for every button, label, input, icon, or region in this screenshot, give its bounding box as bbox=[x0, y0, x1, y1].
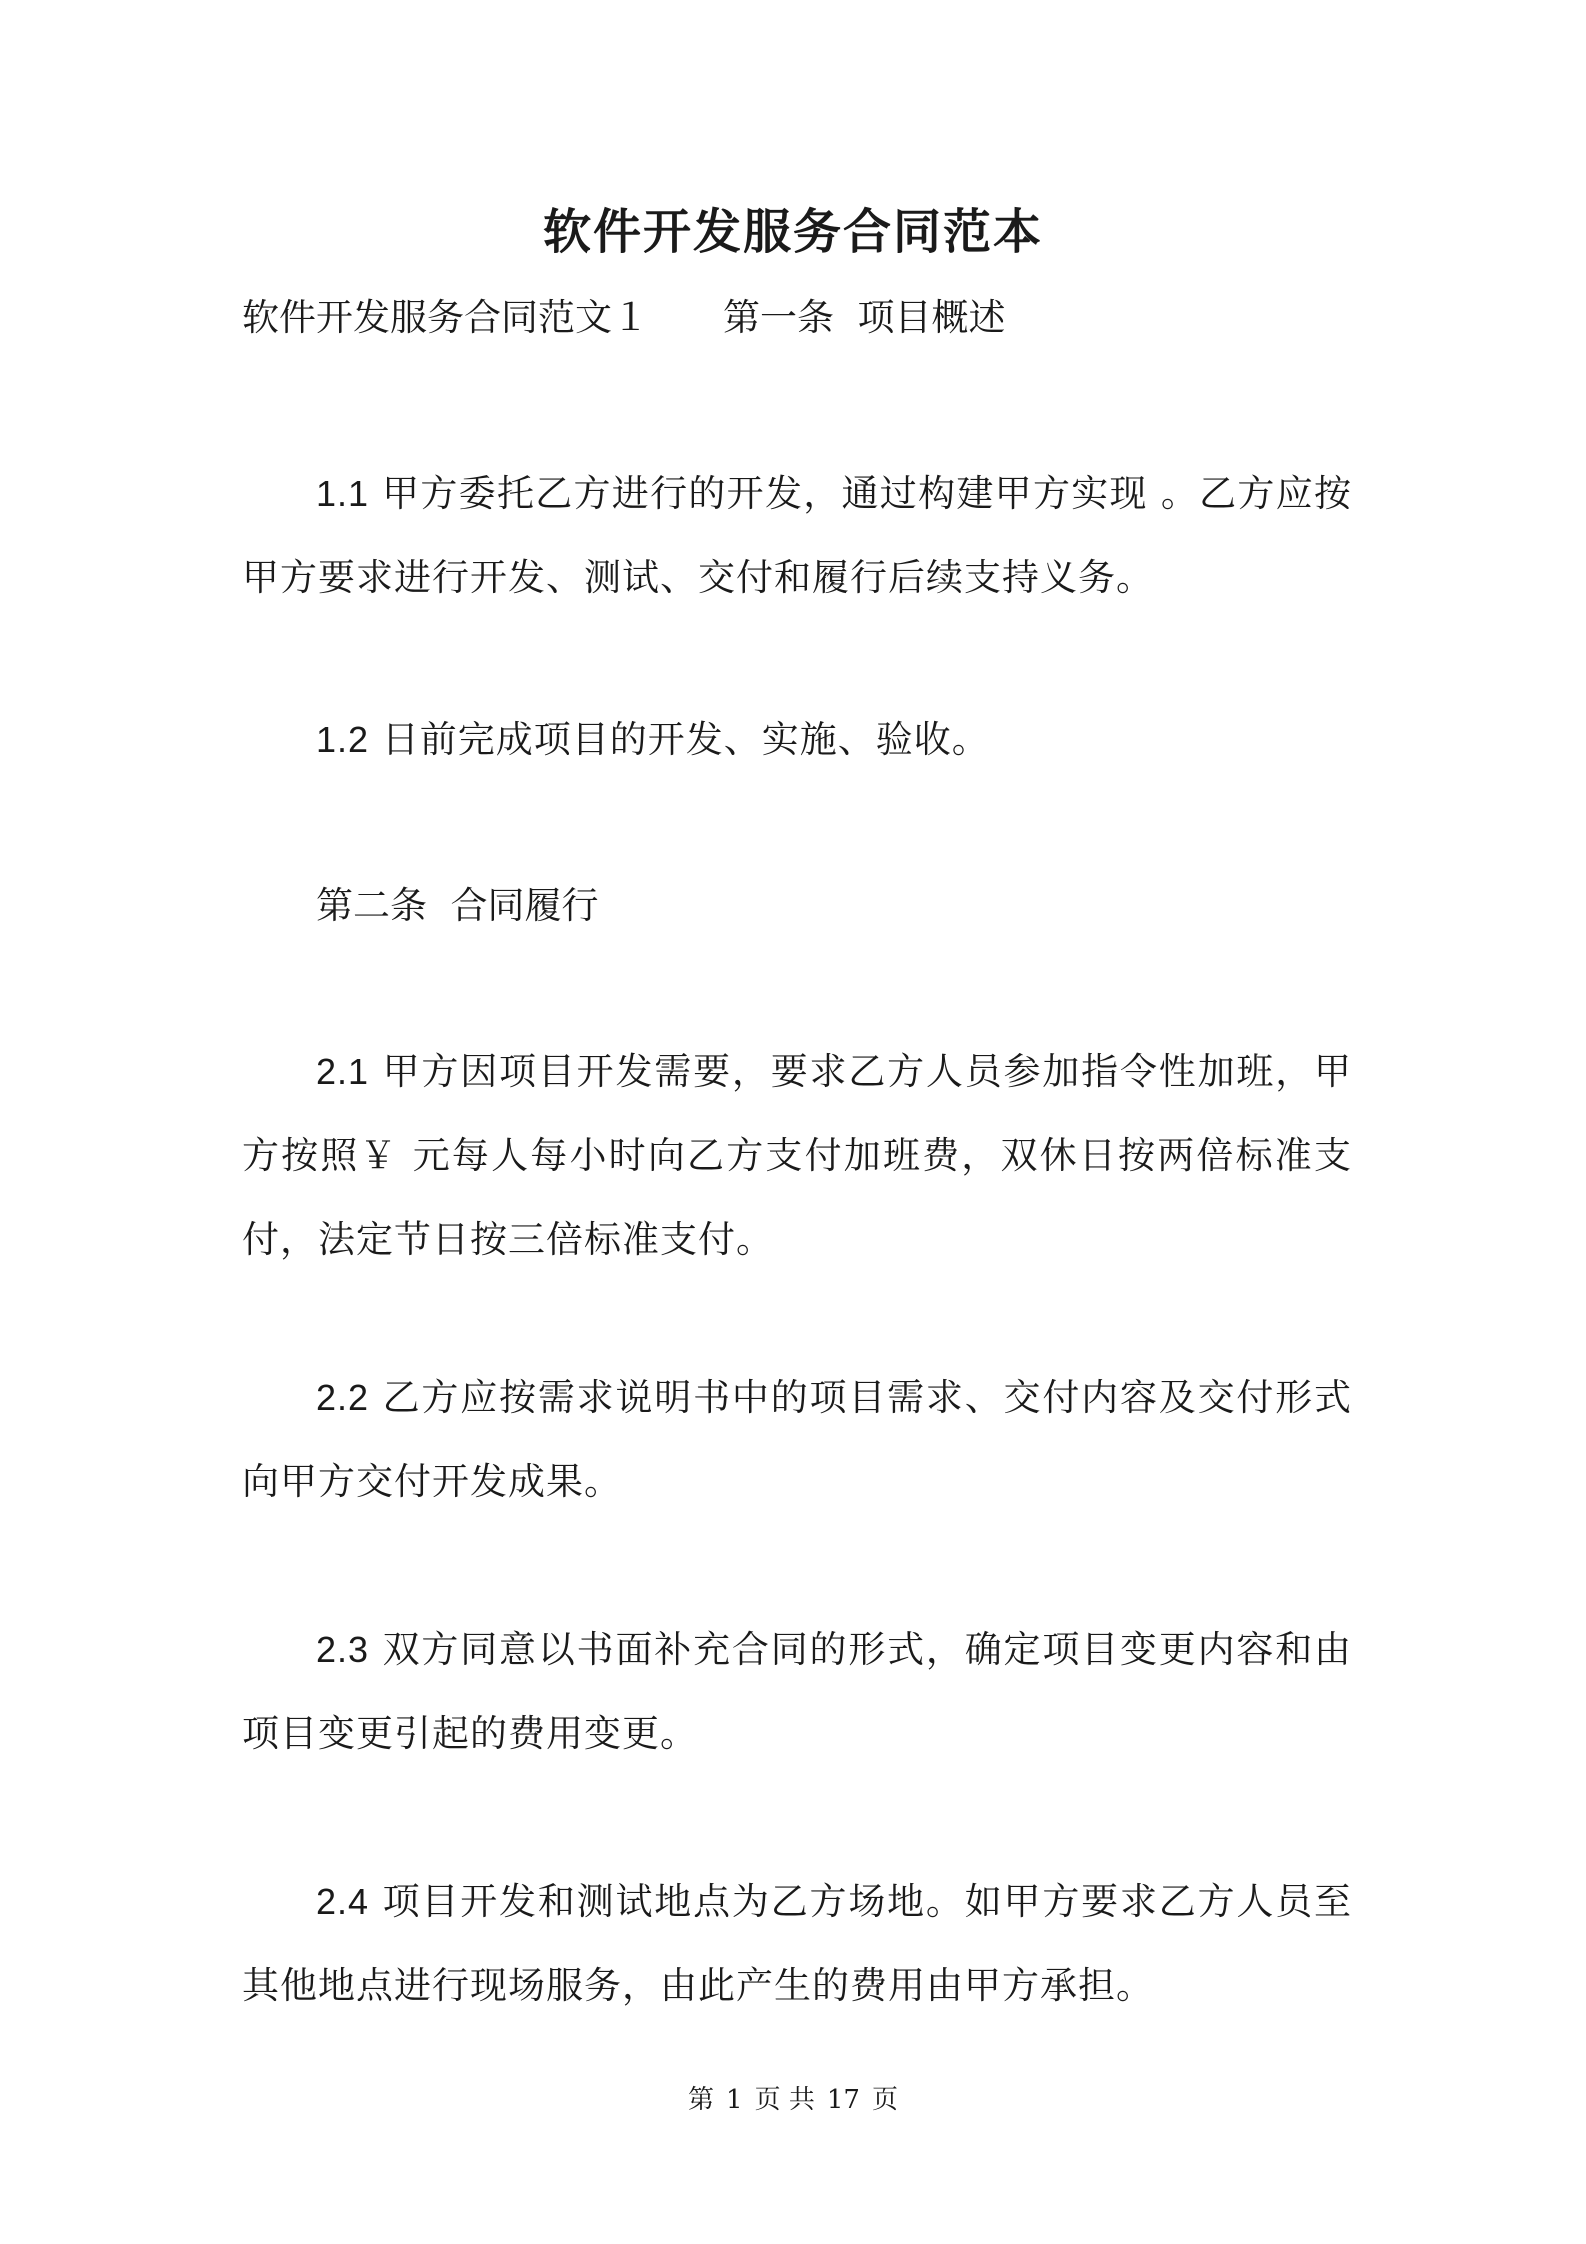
clause-number: 2.4 bbox=[316, 1881, 370, 1922]
page-footer bbox=[0, 2082, 1586, 2118]
section-2-heading: 第二条 合同履行 bbox=[316, 884, 599, 927]
footer-middle: 页 共 bbox=[754, 2085, 815, 2115]
document-title: 软件开发服务合同范本 bbox=[542, 204, 1043, 260]
paragraph-1-2 bbox=[242, 698, 1352, 782]
footer-prefix: 第 bbox=[688, 2085, 715, 2115]
clause-text: 甲方因项目开发需要，要求乙方人员参加指令性加班，甲方按照￥ 元每人每小时向乙方支付加班费，双休日按两倍标准支付，法定节日按三倍标准支付。 bbox=[242, 1050, 1353, 1261]
clause-text: 甲方委托乙方进行的开发，通过构建甲方实现 。乙方应按甲方要求进行开发、测试、交付和履行后续支持义务。 bbox=[242, 472, 1352, 599]
footer-suffix: 页 bbox=[871, 2085, 898, 2115]
paragraph-2-4 bbox=[242, 1860, 1352, 2028]
clause-text: 乙方应按需求说明书中的项目需求、交付内容及交付形式向甲方交付开发成果。 bbox=[242, 1376, 1353, 1503]
clause-number: 2.2 bbox=[316, 1377, 370, 1418]
clause-number: 1.1 bbox=[316, 473, 370, 514]
paragraph-2-1 bbox=[242, 1030, 1352, 1282]
paragraph-2-2 bbox=[242, 1356, 1352, 1524]
clause-number: 1.2 bbox=[316, 719, 370, 760]
clause-number: 2.1 bbox=[316, 1051, 370, 1092]
clause-number: 2.3 bbox=[316, 1629, 370, 1670]
clause-text: 双方同意以书面补充合同的形式，确定项目变更内容和由项目变更引起的费用变更。 bbox=[242, 1628, 1353, 1755]
clause-text: 日前完成项目的开发、实施、验收。 bbox=[381, 718, 990, 761]
paragraph-2-3 bbox=[242, 1608, 1352, 1776]
footer-page-number: 1 bbox=[726, 2085, 743, 2115]
document-subtitle: 软件开发服务合同范文１ 第一条 项目概述 bbox=[242, 296, 1006, 339]
clause-text: 项目开发和测试地点为乙方场地。如甲方要求乙方人员至其他地点进行现场服务，由此产生的费用由甲方承担。 bbox=[242, 1880, 1353, 2007]
paragraph-1-1 bbox=[242, 452, 1352, 620]
footer-total-pages: 17 bbox=[826, 2085, 860, 2115]
